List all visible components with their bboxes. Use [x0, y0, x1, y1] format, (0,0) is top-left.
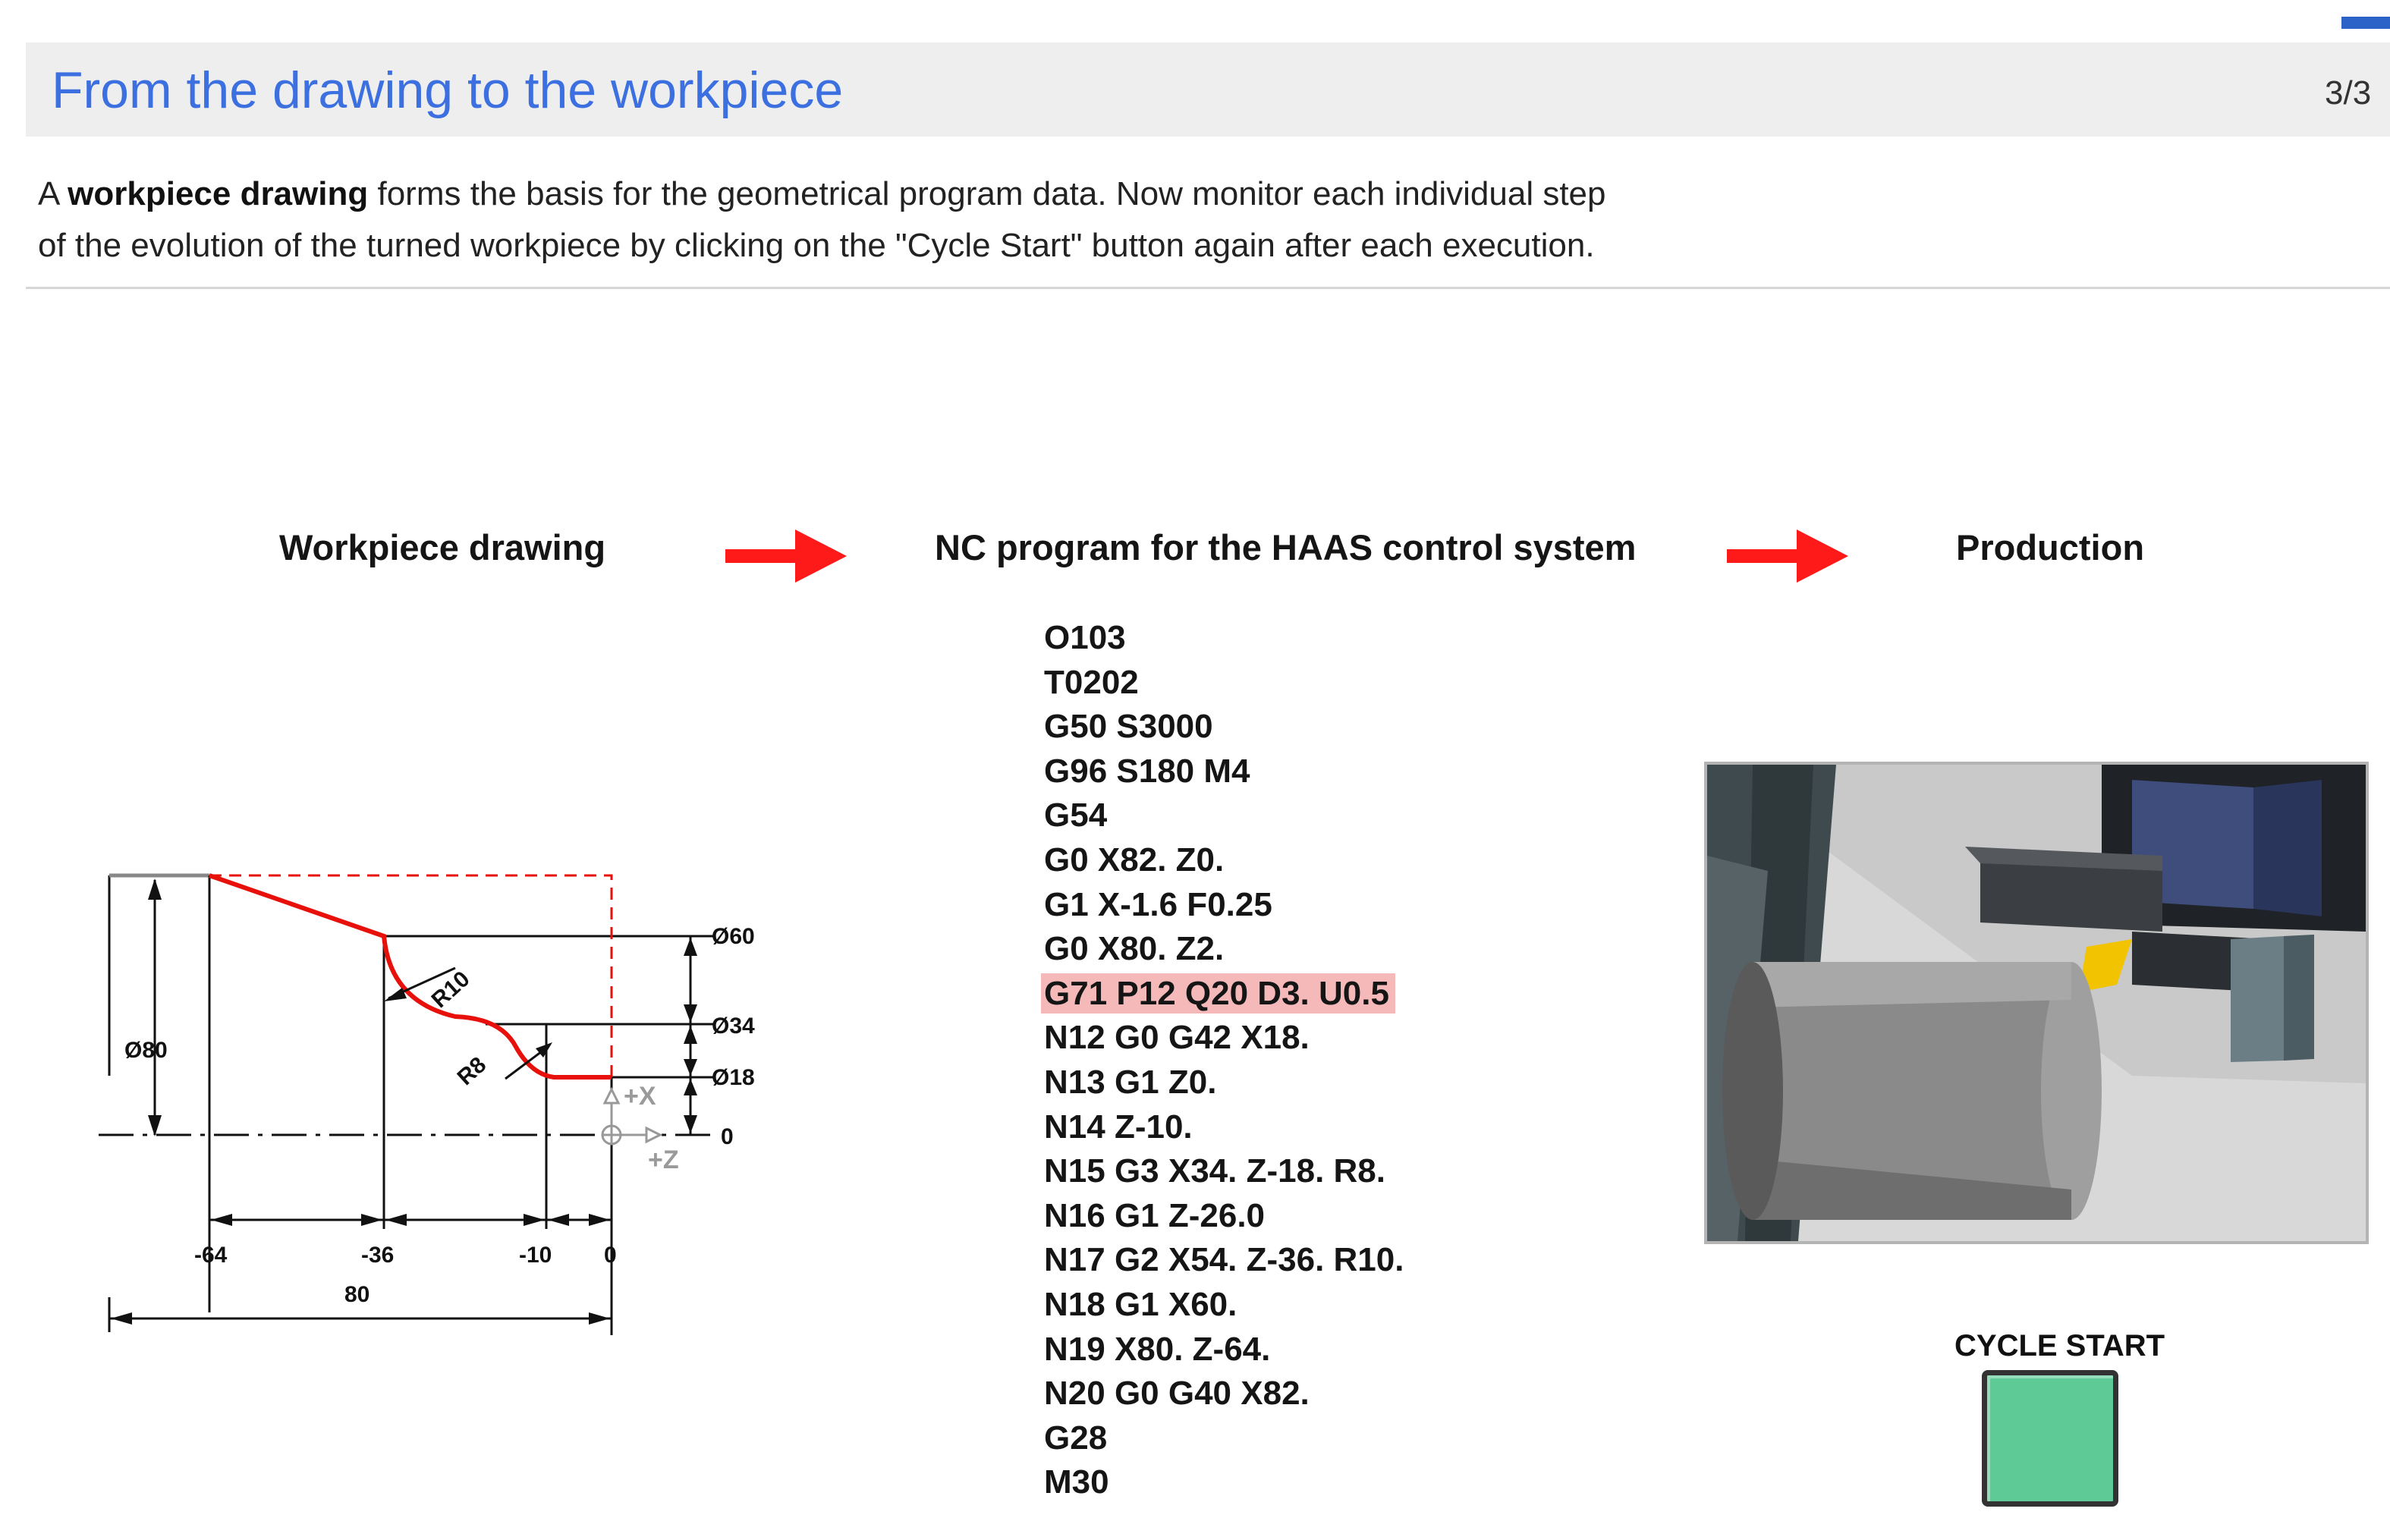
nc-line-text: N13 G1 Z0.: [1044, 1063, 1217, 1101]
intro-text: [38, 168, 1935, 272]
page-counter: 3/3: [2325, 74, 2372, 112]
label-d60: Ø60: [712, 924, 755, 949]
nc-line-text: N19 X80. Z-64.: [1044, 1330, 1271, 1368]
nc-line-text: T0202: [1044, 663, 1139, 701]
label-axis-x: +X: [624, 1082, 656, 1111]
nc-line-text: N17 G2 X54. Z-36. R10.: [1044, 1241, 1404, 1279]
label-axis-z: +Z: [648, 1146, 679, 1174]
nc-line: [1044, 1016, 1410, 1061]
nc-line: [1044, 1328, 1410, 1372]
nc-line: [1044, 883, 1410, 928]
label-zero-x: 0: [721, 1124, 734, 1149]
nc-line: [1044, 927, 1410, 972]
lathe-render: [1707, 765, 2366, 1241]
cycle-start-button[interactable]: [1982, 1370, 2118, 1507]
nc-line: [1044, 661, 1410, 706]
intro-line2: of the evolution of the turned workpiece by clicking on the "Cycle Start" button again after each execution.: [38, 227, 1595, 264]
nc-line: [1044, 838, 1410, 883]
workpiece-drawing: [76, 857, 804, 1358]
intro-lead: A: [38, 175, 68, 212]
label-d18: Ø18: [712, 1065, 755, 1090]
page-title: From the drawing to the workpiece: [52, 61, 844, 119]
nc-line: [1044, 705, 1410, 750]
nc-line: [1044, 1105, 1410, 1150]
nc-line-text: G0 X82. Z0.: [1044, 841, 1225, 878]
label-d80: Ø80: [124, 1038, 168, 1063]
label-z-0: 0: [604, 1243, 617, 1268]
cycle-start-label: CYCLE START: [1954, 1329, 2165, 1362]
nc-line-text: G71 P12 Q20 D3. U0.5: [1041, 973, 1395, 1014]
nc-line: [1044, 972, 1410, 1017]
intro-bold-term: workpiece drawing: [68, 175, 369, 212]
label-z-m10: -10: [519, 1243, 552, 1268]
nc-line-text: N15 G3 X34. Z-18. R8.: [1044, 1152, 1385, 1190]
nc-line: [1044, 1149, 1410, 1194]
nc-line: [1044, 1061, 1410, 1105]
nc-line-text: N14 Z-10.: [1044, 1108, 1193, 1146]
nc-line: [1044, 1416, 1410, 1461]
nc-line: [1044, 750, 1410, 794]
finished-profile: [209, 875, 612, 1077]
nc-line-text: N18 G1 X60.: [1044, 1285, 1237, 1323]
nc-line: [1044, 1283, 1410, 1328]
label-length: 80: [344, 1282, 370, 1307]
nc-line-text: G0 X80. Z2.: [1044, 930, 1225, 968]
header-divider: [26, 287, 2390, 289]
right-arrow-icon: [725, 530, 847, 583]
label-z-m36: -36: [361, 1243, 395, 1268]
nc-line-text: G50 S3000: [1044, 708, 1213, 746]
nc-line-text: G28: [1044, 1419, 1108, 1457]
label-r8: R8: [452, 1052, 492, 1091]
nc-line: [1044, 794, 1410, 838]
nc-line-text: N12 G0 G42 X18.: [1044, 1019, 1310, 1057]
heading-production: Production: [1956, 527, 2145, 567]
intro-rest: forms the basis for the geometrical program data. Now monitor each individual step: [368, 175, 1606, 212]
production-3d-view: [1704, 762, 2369, 1244]
nc-line-text: N20 G0 G40 X82.: [1044, 1375, 1310, 1413]
stock-boundary: [209, 875, 612, 1077]
nc-line: [1044, 1194, 1410, 1239]
nc-line: [1044, 1238, 1410, 1283]
nc-line-text: G54: [1044, 797, 1108, 834]
nc-line-text: G96 S180 M4: [1044, 752, 1250, 790]
heading-workpiece-drawing: Workpiece drawing: [279, 527, 606, 567]
nc-program-listing: [1044, 616, 1410, 1505]
heading-nc-program: NC program for the HAAS control system: [935, 527, 1637, 567]
label-z-m64: -64: [194, 1243, 228, 1268]
nc-line: [1044, 1372, 1410, 1416]
right-arrow-icon: [1727, 530, 1848, 583]
label-r10: R10: [426, 966, 475, 1014]
nc-line-text: M30: [1044, 1463, 1109, 1501]
nc-line: [1044, 616, 1410, 661]
corner-window-mark: [2341, 17, 2390, 29]
nc-line-text: N16 G1 Z-26.0: [1044, 1196, 1266, 1234]
label-d34: Ø34: [712, 1014, 755, 1039]
nc-line-text: G1 X-1.6 F0.25: [1044, 885, 1272, 923]
nc-line: [1044, 1460, 1410, 1505]
nc-line-text: O103: [1044, 619, 1126, 656]
